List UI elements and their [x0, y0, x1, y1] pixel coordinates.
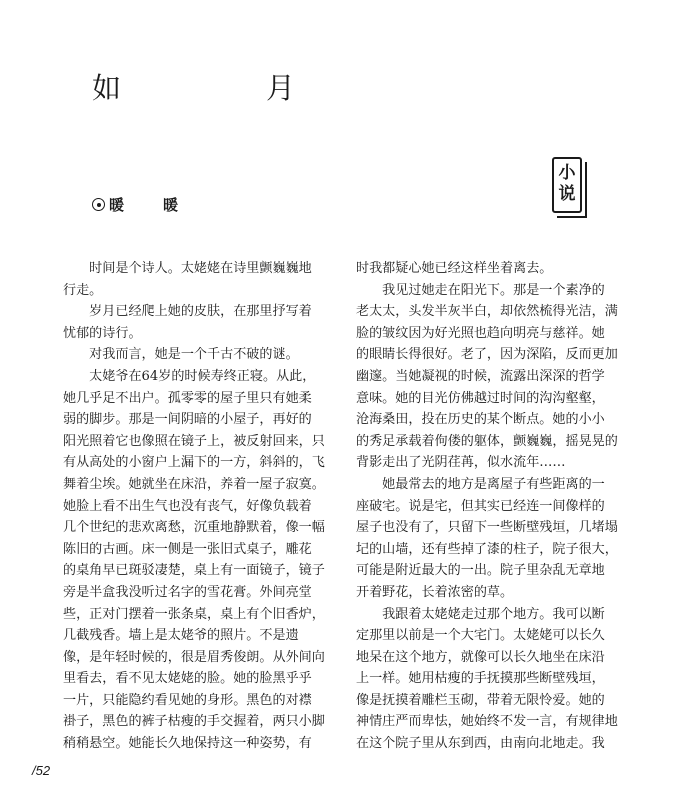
text-line: 一片，只能隐约看见她的身形。黑色的对襟 [63, 692, 312, 708]
category-tag-label: 小说 [558, 163, 576, 204]
text-line: 舞着尘埃。她就坐在床沿，养着一屋子寂寞。 [63, 476, 325, 492]
text-line: 阳光照着它也像照在镜子上，被反射回来，只 [63, 433, 325, 449]
text-line: 陈旧的古画。床一侧是一张旧式桌子，雕花 [63, 541, 312, 557]
text-line: 圮的山墙，还有些掉了漆的柱子，院子很大， [356, 541, 618, 557]
text-line: 行走。 [63, 282, 103, 298]
text-line: 里看去，看不见太姥姥的脸。她的脸黑乎乎 [63, 671, 312, 687]
text-line: 她脸上看不出生气也没有丧气，好像负载着 [63, 498, 312, 514]
text-line: 岁月已经爬上她的皮肤，在那里抒写着 [63, 304, 312, 320]
text-line: 的桌角早已斑驳凄楚，桌上有一面镜子，镜子 [63, 563, 325, 579]
text-line: 老太太，头发半灰半白，却依然梳得光洁，满 [356, 304, 618, 320]
text-line: 定那里以前是一个大宅门。太姥姥可以长久 [356, 628, 605, 644]
byline-circle-icon [92, 198, 105, 211]
text-line: 的秀足承载着佝偻的躯体，颤巍巍，摇晃晃的 [356, 433, 618, 449]
text-line: 忧郁的诗行。 [63, 325, 142, 341]
author-name: 暖 暖 [109, 196, 191, 214]
text-line: 稍稍悬空。她能长久地保持这一种姿势，有 [63, 736, 312, 752]
text-line: 时间是个诗人。太姥姥在诗里颤巍巍地 [63, 261, 312, 276]
text-line: 沧海桑田，投在历史的某个断点。她的小小 [356, 412, 605, 428]
article-title: 如 月 [92, 71, 354, 105]
text-line: 旁是半盒我没听过名字的雪花膏。外间亮堂 [63, 584, 312, 600]
text-line: 地呆在这个地方，就像可以长久地坐在床沿 [356, 649, 605, 665]
text-line: 几截残香。墙上是太姥爷的照片。不是遗 [63, 628, 299, 644]
text-line: 神情庄严而卑怯，她始终不发一言，有规律地 [356, 714, 618, 730]
text-line: 脸的皱纹因为好光照也趋向明亮与慈祥。她 [356, 325, 605, 341]
category-tag [552, 157, 582, 213]
text-line: 像，是年轻时候的，很是眉秀俊朗。从外间向 [63, 649, 325, 665]
text-line: 对我而言，她是一个千古不破的谜。 [63, 347, 299, 363]
text-line: 可能是附近最大的一出。院子里杂乱无章地 [356, 563, 605, 579]
text-line: 像是抚摸着雕栏玉砌，带着无限怜爱。她的 [356, 692, 605, 708]
text-line: 幽邃。当她凝视的时候，流露出深深的哲学 [356, 368, 605, 384]
text-line: 屋子也没有了，只留下一些断壁残垣，几堵塌 [356, 520, 618, 536]
text-line: 我见过她走在阳光下。那是一个素净的 [356, 282, 605, 298]
left-text-column [63, 258, 329, 755]
text-line: 褂子，黑色的裤子枯瘦的手交握着，两只小脚 [63, 714, 325, 730]
text-line: 上一样。她用枯瘦的手抚摸那些断壁残垣， [356, 671, 605, 687]
text-line: 她最常去的地方是离屋子有些距离的一 [356, 476, 605, 492]
author-byline [92, 195, 190, 215]
text-line: 座破宅。说是宅，但其实已经连一间像样的 [356, 498, 605, 514]
right-text-column [356, 258, 621, 755]
text-line: 我跟着太姥姥走过那个地方。我可以断 [356, 606, 605, 622]
text-line: 时我都疑心她已经这样坐着离去。 [356, 261, 553, 276]
page-number: /52 [32, 763, 51, 778]
text-line: 太姥爷在64岁的时候寿终正寝。从此， [63, 368, 316, 384]
text-line: 意味。她的目光仿佛越过时间的沟沟壑壑， [356, 390, 605, 406]
text-line: 的眼睛长得很好。老了，因为深陷，反而更加 [356, 347, 618, 363]
text-line: 几个世纪的悲欢离愁，沉重地静默着，像一幅 [63, 520, 325, 536]
text-line: 有从高处的小窗户上漏下的一方，斜斜的，飞 [63, 455, 325, 471]
text-line: 弱的脚步。那是一间阴暗的小屋子，再好的 [63, 412, 312, 428]
text-line: 开着野花，长着浓密的草。 [356, 584, 514, 600]
text-line: 她几乎足不出户。孤零零的屋子里只有她柔 [63, 390, 312, 406]
text-line: 背影走出了光阴荏苒，似水流年…… [356, 455, 566, 471]
text-line: 些，正对门摆着一张条桌，桌上有个旧香炉， [63, 606, 325, 622]
text-line: 在这个院子里从东到西，由南向北地走。我 [356, 736, 605, 752]
